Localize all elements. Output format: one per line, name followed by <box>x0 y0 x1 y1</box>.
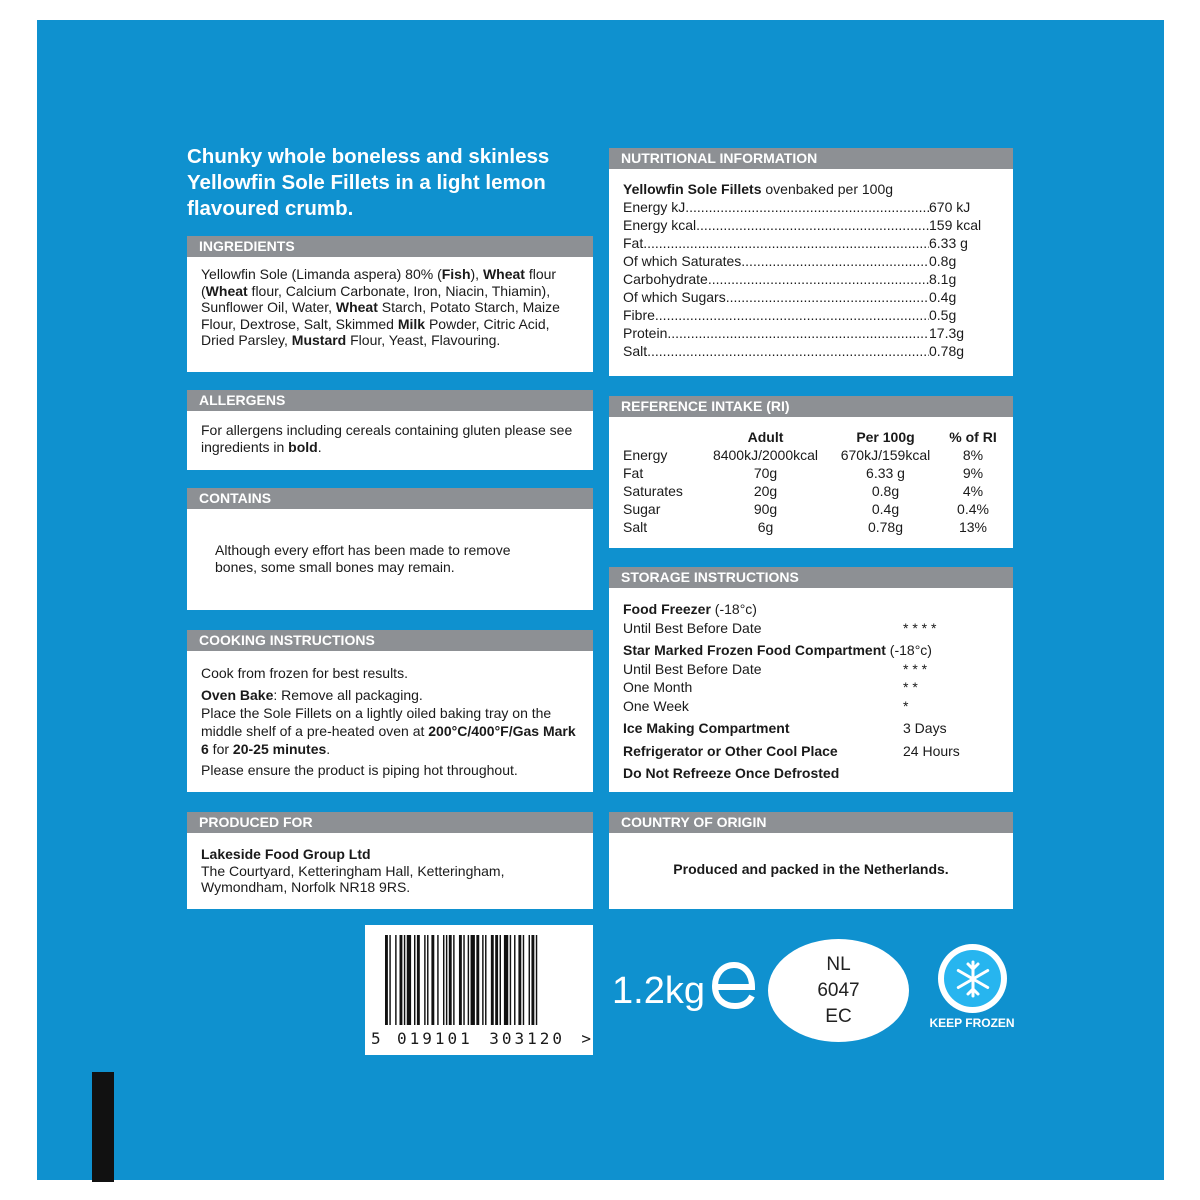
nutrition-panel <box>609 148 1013 376</box>
barcode-bar <box>459 935 462 1025</box>
storage-final <box>623 764 999 783</box>
ri-cell: 6.33 g <box>866 465 905 481</box>
nutrition-label: Salt <box>623 343 648 359</box>
barcode-bar <box>395 935 396 1025</box>
product-headline <box>187 144 597 222</box>
cooking-method <box>201 704 579 758</box>
barcode-bar <box>385 935 388 1025</box>
barcode-digits <box>371 1029 591 1048</box>
reference-intake-title: REFERENCE INTAKE (RI) <box>609 396 1013 417</box>
ri-cell: Fat <box>623 465 644 481</box>
ri-header-cell: % of RI <box>949 429 997 445</box>
cooking-title: COOKING INSTRUCTIONS <box>187 630 593 651</box>
storage-row <box>623 719 999 738</box>
nutrition-subtitle-bold: Yellowfin Sole Fillets <box>623 181 762 197</box>
origin-panel <box>609 812 1013 909</box>
ingredient-text: flour, Calcium Carbonate, Iron, Niacin, Thiamin), Sunflower Oil, Water, <box>201 282 551 315</box>
storage-value: 24 Hours <box>903 742 960 759</box>
ri-cell: Salt <box>623 519 648 535</box>
headline-line-2: Yellowfin Sole Fillets in a light lemon <box>187 171 546 194</box>
barcode-bar <box>514 935 515 1025</box>
nutrition-label: Energy kcal <box>623 217 697 233</box>
storage-label: One Month <box>623 679 693 695</box>
ri-cell: 0.8g <box>871 483 900 499</box>
barcode-bars <box>385 935 581 1035</box>
allergen-bold-word: Mustard <box>291 332 347 348</box>
contains-panel <box>187 488 593 610</box>
snowflake-icon <box>944 950 1001 1007</box>
cooking-text <box>187 651 593 787</box>
storage-value: * * <box>903 679 918 695</box>
allergens-text-after: . <box>317 438 322 455</box>
barcode-bar <box>407 935 411 1025</box>
storage-label: Ice Making Compartment <box>623 720 790 736</box>
headline-line-1: Chunky whole boneless and skinless <box>187 145 550 168</box>
nutrition-row <box>623 252 979 270</box>
nutrition-value: 0.8g <box>929 253 957 269</box>
nutrition-value: 0.4g <box>929 289 957 305</box>
origin-text: Produced and packed in the Netherlands. <box>673 861 949 877</box>
barcode-digit-end: > <box>581 1029 591 1048</box>
ingredient-text: Yellowfin Sole (Limanda aspera) 80% ( <box>201 266 442 282</box>
origin-title: COUNTRY OF ORIGIN <box>609 812 1013 833</box>
contains-text: Although every effort has been made to remove bones, some small bones may remain. <box>215 542 511 575</box>
ingredient-text: ), <box>470 266 483 282</box>
nutrition-value: 159 kcal <box>929 217 982 233</box>
reference-intake-table-wrap <box>609 417 1013 536</box>
ri-cell: 9% <box>962 465 984 481</box>
barcode-bar <box>437 935 438 1025</box>
allergen-bold-word: Wheat <box>335 299 378 315</box>
barcode-digit-lead: 5 <box>371 1029 381 1048</box>
nutrition-row <box>623 270 979 288</box>
nutrition-label: Carbohydrate <box>623 271 708 287</box>
storage-label: Until Best Before Date <box>623 660 762 677</box>
estimated-sign-icon <box>710 953 760 1013</box>
barcode-bar <box>510 935 511 1025</box>
net-weight: 1.2kg <box>612 970 705 1012</box>
barcode-bar <box>449 935 452 1025</box>
nutrition-label: Fibre <box>623 307 655 323</box>
allergen-bold-word: Fish <box>441 266 471 282</box>
barcode-bar <box>482 935 483 1025</box>
nutrition-leader-dots <box>708 270 929 288</box>
ri-cell: 0.4% <box>957 501 989 517</box>
nutrition-row <box>623 216 982 234</box>
ri-cell: 0.78g <box>867 519 904 535</box>
star-compartment-label: Star Marked Frozen Food Compartment <box>623 642 886 658</box>
keep-frozen-label: KEEP FROZEN <box>929 1016 1015 1030</box>
barcode-bar <box>414 935 415 1025</box>
reference-intake-panel <box>609 396 1013 548</box>
produced-for-text <box>187 833 593 904</box>
nutrition-body <box>609 169 1013 360</box>
barcode-bar <box>424 935 425 1025</box>
ri-cell: 8% <box>962 447 984 463</box>
barcode-bar <box>400 935 403 1025</box>
barcode-bar <box>518 935 521 1025</box>
storage-panel <box>609 567 1013 792</box>
headline-line-3: flavoured crumb. <box>187 197 354 220</box>
nutrition-leader-dots <box>667 324 929 342</box>
producer-company: Lakeside Food Group Ltd <box>201 846 371 862</box>
storage-value: 3 Days <box>903 720 947 736</box>
star-compartment-temp: (-18°c) <box>885 642 932 658</box>
allergen-bold-word: Wheat <box>205 282 248 299</box>
nutrition-label: Fat <box>623 235 644 251</box>
barcode-bar <box>536 935 537 1025</box>
storage-body <box>609 588 1013 783</box>
ingredients-title: INGREDIENTS <box>187 236 593 257</box>
storage-label: One Week <box>623 697 689 714</box>
storage-freezer-row <box>623 619 999 638</box>
cooking-for: for <box>208 741 233 757</box>
cooking-line-1: Cook from frozen for best results. <box>201 665 408 681</box>
ri-cell: 13% <box>958 519 988 535</box>
ri-cell: Saturates <box>623 483 683 499</box>
health-mark-number: 6047 <box>817 979 860 1001</box>
cooking-oven <box>201 686 579 704</box>
storage-bold-rows <box>623 719 999 760</box>
nutrition-label: Of which Saturates <box>623 253 742 269</box>
nutrition-leader-dots <box>726 288 929 306</box>
allergen-bold-word: Wheat <box>482 266 525 282</box>
nutrition-leader-dots <box>741 252 929 270</box>
storage-row <box>623 742 999 761</box>
ingredients-text <box>187 257 593 357</box>
nutrition-row <box>623 234 979 252</box>
barcode-bar <box>476 935 479 1025</box>
ri-cell: 4% <box>962 483 984 499</box>
allergens-panel <box>187 390 593 470</box>
ri-row <box>623 518 1003 536</box>
barcode-bar <box>485 935 486 1025</box>
ri-cell: 90g <box>753 501 778 517</box>
nutrition-value: 0.5g <box>929 307 957 323</box>
ri-cell: 0.4g <box>871 501 900 517</box>
barcode-bar <box>491 935 494 1025</box>
barcode-bar <box>529 935 530 1025</box>
nutrition-value: 670 kJ <box>929 199 971 215</box>
nutrition-row <box>623 324 979 342</box>
oven-bake-text: : Remove all packaging. <box>273 687 423 703</box>
cooking-time: 20-25 minutes <box>232 741 327 757</box>
producer-address: The Courtyard, Ketteringham Hall, Ketteringham, Wymondham, Norfolk NR18 9RS. <box>201 862 505 895</box>
storage-title: STORAGE INSTRUCTIONS <box>609 567 1013 588</box>
barcode-bar <box>389 935 390 1025</box>
barcode-bar <box>468 935 469 1025</box>
barcode-bar <box>443 935 444 1025</box>
allergens-text-before: For allergens including cereals containing gluten please see ingredients in <box>201 422 573 455</box>
allergens-text-bold: bold <box>288 438 318 455</box>
nutrition-value: 17.3g <box>929 325 965 341</box>
storage-label: Refrigerator or Other Cool Place <box>623 742 838 759</box>
ingredient-text: Powder, Citric Acid, Dried Parsley, <box>201 315 550 348</box>
ingredient-text: flour ( <box>201 266 557 299</box>
storage-row <box>623 660 999 679</box>
nutrition-subtitle <box>623 180 979 198</box>
ri-cell: Sugar <box>623 501 661 517</box>
barcode-bar <box>500 935 501 1025</box>
allergens-title: ALLERGENS <box>187 390 593 411</box>
nutrition-value: 0.78g <box>929 343 965 359</box>
ingredients-panel <box>187 236 593 372</box>
barcode-bar <box>495 935 498 1025</box>
ri-cell: 6g <box>757 519 774 535</box>
barcode-bar <box>431 935 434 1025</box>
no-refreeze-text: Do Not Refreeze Once Defrosted <box>623 765 840 781</box>
barcode-bar <box>446 935 447 1025</box>
ri-row <box>623 446 1003 464</box>
ri-cell: 70g <box>753 465 778 481</box>
freezer-label: Food Freezer <box>623 601 711 617</box>
nutrition-label: Protein <box>623 325 668 341</box>
barcode-bar <box>463 935 464 1025</box>
nutrition-label: Energy kJ <box>623 199 686 215</box>
nutrition-row <box>623 306 979 324</box>
storage-freezer-heading <box>623 600 999 619</box>
ri-header-cell: Per 100g <box>856 429 915 445</box>
barcode-bar <box>531 935 534 1025</box>
nutrition-leader-dots <box>643 234 929 252</box>
barcode-digit-left: 019101 <box>397 1029 473 1048</box>
ri-row <box>623 464 1003 482</box>
health-mark-country: NL <box>826 953 851 975</box>
ri-row <box>623 482 1003 500</box>
storage-value: * <box>903 697 909 714</box>
keep-frozen-badge <box>938 944 1007 1013</box>
cooking-temperature: 200°C/400°F/Gas Mark 6 <box>201 723 576 757</box>
storage-row <box>623 697 999 716</box>
ri-cell: 8400kJ/2000kcal <box>712 447 819 463</box>
nutrition-row <box>623 198 979 216</box>
ri-cell: 20g <box>753 483 778 499</box>
cooking-method-text: Place the Sole Fillets on a lightly oiled baking tray on the middle shelf of a pre-heated oven at <box>201 705 552 739</box>
nutrition-row <box>623 288 979 306</box>
nutrition-leader-dots <box>655 306 929 324</box>
ri-row <box>623 500 1003 518</box>
ri-header-cell: Adult <box>747 429 784 445</box>
ri-header-cell <box>623 428 703 446</box>
produced-for-panel <box>187 812 593 909</box>
ri-cell: 670kJ/159kcal <box>840 447 931 463</box>
nutrition-label: Of which Sugars <box>623 289 726 305</box>
nutrition-leader-dots <box>696 216 929 234</box>
cooking-panel <box>187 630 593 792</box>
nutrition-value: 6.33 g <box>929 235 968 251</box>
freezer-temp: (-18°c) <box>710 601 757 617</box>
allergen-bold-word: Milk <box>397 315 426 332</box>
contains-title: CONTAINS <box>187 488 593 509</box>
nutrition-title: NUTRITIONAL INFORMATION <box>609 148 1013 169</box>
barcode-bar <box>523 935 524 1025</box>
barcode-bar <box>504 935 508 1025</box>
storage-star-rows <box>623 660 999 716</box>
ingredient-text: Starch, Potato Starch, Maize Flour, Dextrose, Salt, Skimmed <box>201 299 560 332</box>
health-mark-ec: EC <box>825 1005 852 1027</box>
storage-row <box>623 678 999 697</box>
nutrition-leader-dots <box>685 198 929 216</box>
ri-header-row <box>623 428 1003 446</box>
freezer-stars: * * * * <box>903 619 937 636</box>
barcode-bar <box>417 935 420 1025</box>
cooking-end: . <box>326 741 331 757</box>
barcode-bar <box>404 935 405 1025</box>
produced-for-title: PRODUCED FOR <box>187 812 593 833</box>
allergens-text <box>187 411 593 463</box>
nutrition-subtitle-rest: ovenbaked per 100g <box>761 181 894 197</box>
black-marker-bar <box>92 1072 114 1182</box>
ri-cell: Energy <box>623 447 668 463</box>
storage-value: * * * <box>903 660 928 677</box>
storage-star-heading <box>623 641 999 660</box>
ingredient-text: Flour, Yeast, Flavouring. <box>346 332 501 348</box>
barcode <box>365 925 593 1055</box>
nutrition-value: 8.1g <box>929 271 957 287</box>
barcode-bar <box>427 935 428 1025</box>
nutrition-rows <box>623 198 982 360</box>
reference-intake-table <box>623 428 1003 536</box>
health-mark-oval <box>768 939 909 1042</box>
barcode-digit-right: 303120 <box>489 1029 565 1048</box>
cooking-line-5: Please ensure the product is piping hot throughout. <box>201 762 518 778</box>
barcode-bar <box>471 935 475 1025</box>
barcode-bar <box>453 935 454 1025</box>
nutrition-leader-dots <box>647 342 929 360</box>
nutrition-row <box>623 342 979 360</box>
freezer-until: Until Best Before Date <box>623 619 762 636</box>
oven-bake-label: Oven Bake <box>201 687 274 703</box>
